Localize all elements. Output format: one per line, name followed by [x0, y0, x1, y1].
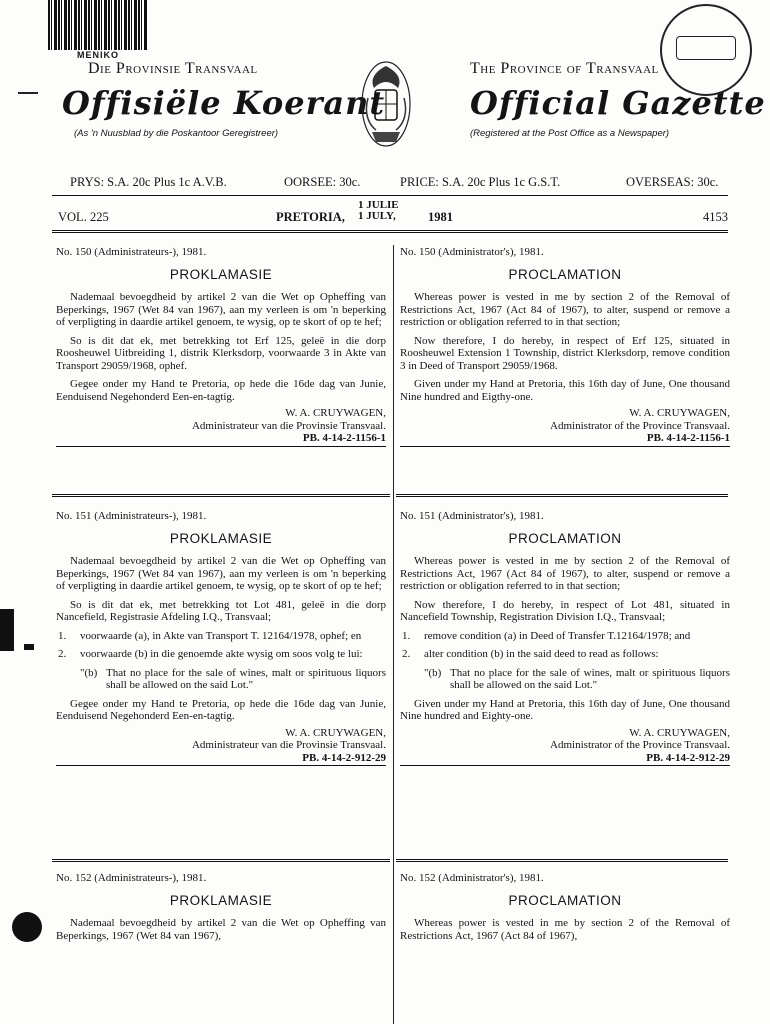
- page-number: 4153: [703, 210, 728, 224]
- notice-title: PROKLAMASIE: [169, 892, 273, 908]
- masthead-left-title: Offisiële Koerant: [62, 84, 386, 122]
- notice-given: Gegee onder my Hand te Pretoria, op hede die 16de dag van Junie, Eenduisend Negehonderd Een-en-tagtig.: [56, 378, 386, 403]
- scan-edge-mark: [0, 609, 14, 651]
- notice-title: PROCLAMATION: [508, 266, 622, 282]
- notice-operative: Now therefore, I do hereby, in respect of Lot 481, situated in Nancefield Township, Registration Division I.Q., Transvaal;: [400, 598, 730, 623]
- proclamation-af-152: [56, 872, 386, 948]
- notice-number: No. 152 (Administrateurs-), 1981.: [56, 872, 207, 884]
- masthead-right-province: The Province of Transvaal: [470, 60, 659, 77]
- list-item-text: voorwaarde (b) in die genoemde akte wysig om soos volg te lui:: [80, 648, 363, 660]
- notice-given: Given under my Hand at Pretoria, this 16th day of June, One thousand Nine hundred and Eigthy-one.: [400, 378, 730, 403]
- scan-edge-mark-small: [24, 644, 34, 650]
- reference-number: PB. 4-14-2-1156-1: [400, 432, 730, 447]
- signatory-name: W. A. CRUYWAGEN,: [629, 407, 730, 419]
- price-en: PRICE: S.A. 20c Plus 1c G.S.T.: [400, 175, 561, 189]
- notice-title: PROCLAMATION: [508, 530, 622, 546]
- notice-preamble: Whereas power is vested in me by section 2 of the Removal of Restrictions Act, 1967 (Act 84 of 1967),: [400, 917, 730, 942]
- barcode: [48, 0, 148, 62]
- notice-title: PROCLAMATION: [508, 892, 622, 908]
- notice-given: Given under my Hand at Pretoria, this 16th day of June, One thousand Nine hundred and Eighty-one.: [400, 697, 730, 722]
- overseas-en: OVERSEAS: 30c.: [626, 175, 719, 189]
- signatory-name: W. A. CRUYWAGEN,: [629, 726, 730, 739]
- punch-hole-mark: [12, 912, 42, 942]
- notice-number: No. 152 (Administrator's), 1981.: [400, 872, 544, 884]
- masthead-right-registration: (Registered at the Post Office as a Newspaper): [470, 128, 670, 139]
- list-item-number: 2.: [58, 648, 67, 660]
- issue-month-af: 1 JULIE: [358, 199, 399, 211]
- masthead-left-registration: (As 'n Nuusblad by die Poskantoor Geregistreer): [74, 128, 279, 139]
- list-item: [56, 630, 386, 643]
- notice-preamble: Whereas power is vested in me by section 2 of the Removal of Restrictions Act, 1967 (Act 84 of 1967), to alter, suspend or remove a restriction or obligation referred to in that section;: [400, 555, 730, 592]
- notice-number: No. 151 (Administrateurs-), 1981.: [56, 510, 207, 522]
- proclamation-af-150: [56, 246, 386, 447]
- header-rule-top: [52, 195, 728, 196]
- quoted-condition-text: That no place for the sale of wines, malt or spirituous liquors shall be allowed on the said Lot.": [450, 666, 730, 691]
- list-item-text: voorwaarde (a), in Akte van Transport T. 12164/1978, ophef; en: [80, 629, 362, 642]
- list-item: [400, 648, 730, 661]
- notice-operative: So is dit dat ek, met betrekking tot Erf 125, geleë in die dorp Roosheuwel Uitbreiding 1, distrik Klerksdorp, voorwaarde 3 in Akte van Transport 29059/1968, ophef.: [56, 334, 386, 372]
- proclamation-en-151: [400, 510, 730, 766]
- notice-preamble: Nademaal bevoegdheid by artikel 2 van die Wet op Opheffing van Beperkings, 1967 (Wet 84 van 1967), aan my verleen is om 'n beperking of verpligting in daardie artikel genoem, te wysig, op te skort of op te hef;: [56, 291, 386, 328]
- signatory-title: Administrator of the Province Transvaal.: [550, 739, 730, 751]
- signatory-title: Administrateur van die Provinsie Transvaal.: [191, 739, 386, 751]
- notice-title: PROKLAMASIE: [169, 266, 273, 282]
- header-rule-bottom: [52, 230, 728, 233]
- proclamation-af-151: [56, 510, 386, 766]
- quoted-condition-label: "(b): [80, 666, 98, 679]
- proclamation-en-152: [400, 872, 730, 948]
- quoted-condition-text: That no place for the sale of wines, malt or spirituous liquors shall be allowed on the said Lot.": [106, 666, 386, 691]
- notice-separator-af-1: [52, 494, 390, 497]
- barcode-bars: [48, 0, 148, 50]
- margin-mark: [18, 92, 38, 94]
- issue-date: [358, 200, 399, 222]
- notice-separator-af-2: [52, 859, 390, 862]
- stamp-inner-box: [676, 36, 736, 60]
- quoted-condition: [80, 667, 386, 692]
- notice-operative: Now therefore, I do hereby, in respect of Erf 125, situated in Roosheuwel Extension 1 Township, district Klerksdorp, remove condition 3 in Deed of Transport 29059/1968.: [400, 334, 730, 372]
- notice-given: Gegee onder my Hand te Pretoria, op hede die 16de dag van Junie, Eenduisend Negehonderd Een-en-tagtig.: [56, 697, 386, 722]
- notice-preamble: Whereas power is vested in me by section 2 of the Removal of Restrictions Act, 1967 (Act 84 of 1967), to alter, suspend or remove a restriction or obligation referred to in that section;: [400, 291, 730, 328]
- list-item-number: 2.: [402, 648, 411, 660]
- notice-title: PROKLAMASIE: [169, 530, 273, 546]
- list-item: [400, 630, 730, 643]
- column-divider: [393, 245, 394, 1024]
- notice-separator-en-1: [396, 494, 728, 497]
- notice-preamble: Nademaal bevoegdheid by artikel 2 van die Wet op Opheffing van Beperkings, 1967 (Wet 84 van 1967),: [56, 917, 386, 942]
- reference-number: PB. 4-14-2-1156-1: [56, 432, 386, 447]
- reference-number: PB. 4-14-2-912-29: [56, 752, 386, 767]
- signatory-title: Administrateur van die Provinsie Transvaal.: [191, 419, 386, 432]
- notice-number: No. 151 (Administrator's), 1981.: [400, 510, 544, 522]
- issue-month-en: 1 JULY,: [358, 210, 396, 222]
- post-office-stamp-icon: [660, 4, 752, 96]
- reference-number: PB. 4-14-2-912-29: [400, 752, 730, 767]
- notice-preamble: Nademaal bevoegdheid by artikel 2 van die Wet op Opheffing van Beperkings, 1967 (Wet 84 van 1967), aan my verleen is om 'n beperking of verpligting in daardie artikel genoem, te wysig, op te skort of op te hef;: [56, 555, 386, 592]
- volume: VOL. 225: [58, 210, 109, 224]
- notice-number: No. 150 (Administrateurs-), 1981.: [56, 246, 207, 258]
- quoted-condition-label: "(b): [424, 666, 442, 679]
- quoted-condition: [424, 667, 730, 692]
- overseas-af: OORSEE: 30c.: [284, 175, 361, 189]
- list-item-number: 1.: [402, 629, 411, 642]
- signatory-name: W. A. CRUYWAGEN,: [285, 726, 386, 739]
- price-af: PRYS: S.A. 20c Plus 1c A.V.B.: [70, 175, 227, 189]
- proclamation-en-150: [400, 246, 730, 447]
- list-item: [56, 648, 386, 661]
- list-item-text: alter condition (b) in the said deed to read as follows:: [424, 648, 659, 660]
- notice-operative: So is dit dat ek, met betrekking tot Lot 481, geleë in die dorp Nancefield, Registrasie Afdeling I.Q., Transvaal;: [56, 598, 386, 623]
- notice-number: No. 150 (Administrator's), 1981.: [400, 246, 544, 258]
- barcode-text: MENIKO: [77, 50, 119, 60]
- notice-separator-en-2: [396, 859, 728, 862]
- list-item-text: remove condition (a) in Deed of Transfer T.12164/1978; and: [424, 629, 691, 642]
- issue-year: 1981: [428, 210, 453, 224]
- signatory-name: W. A. CRUYWAGEN,: [285, 407, 386, 419]
- issue-place: PRETORIA,: [276, 210, 345, 224]
- masthead-left-province: Die Provinsie Transvaal: [88, 60, 258, 77]
- coat-of-arms-icon: [360, 58, 412, 150]
- masthead-right-title: Official Gazette: [470, 84, 766, 122]
- list-item-number: 1.: [58, 629, 67, 642]
- signatory-title: Administrator of the Province Transvaal.: [550, 419, 730, 432]
